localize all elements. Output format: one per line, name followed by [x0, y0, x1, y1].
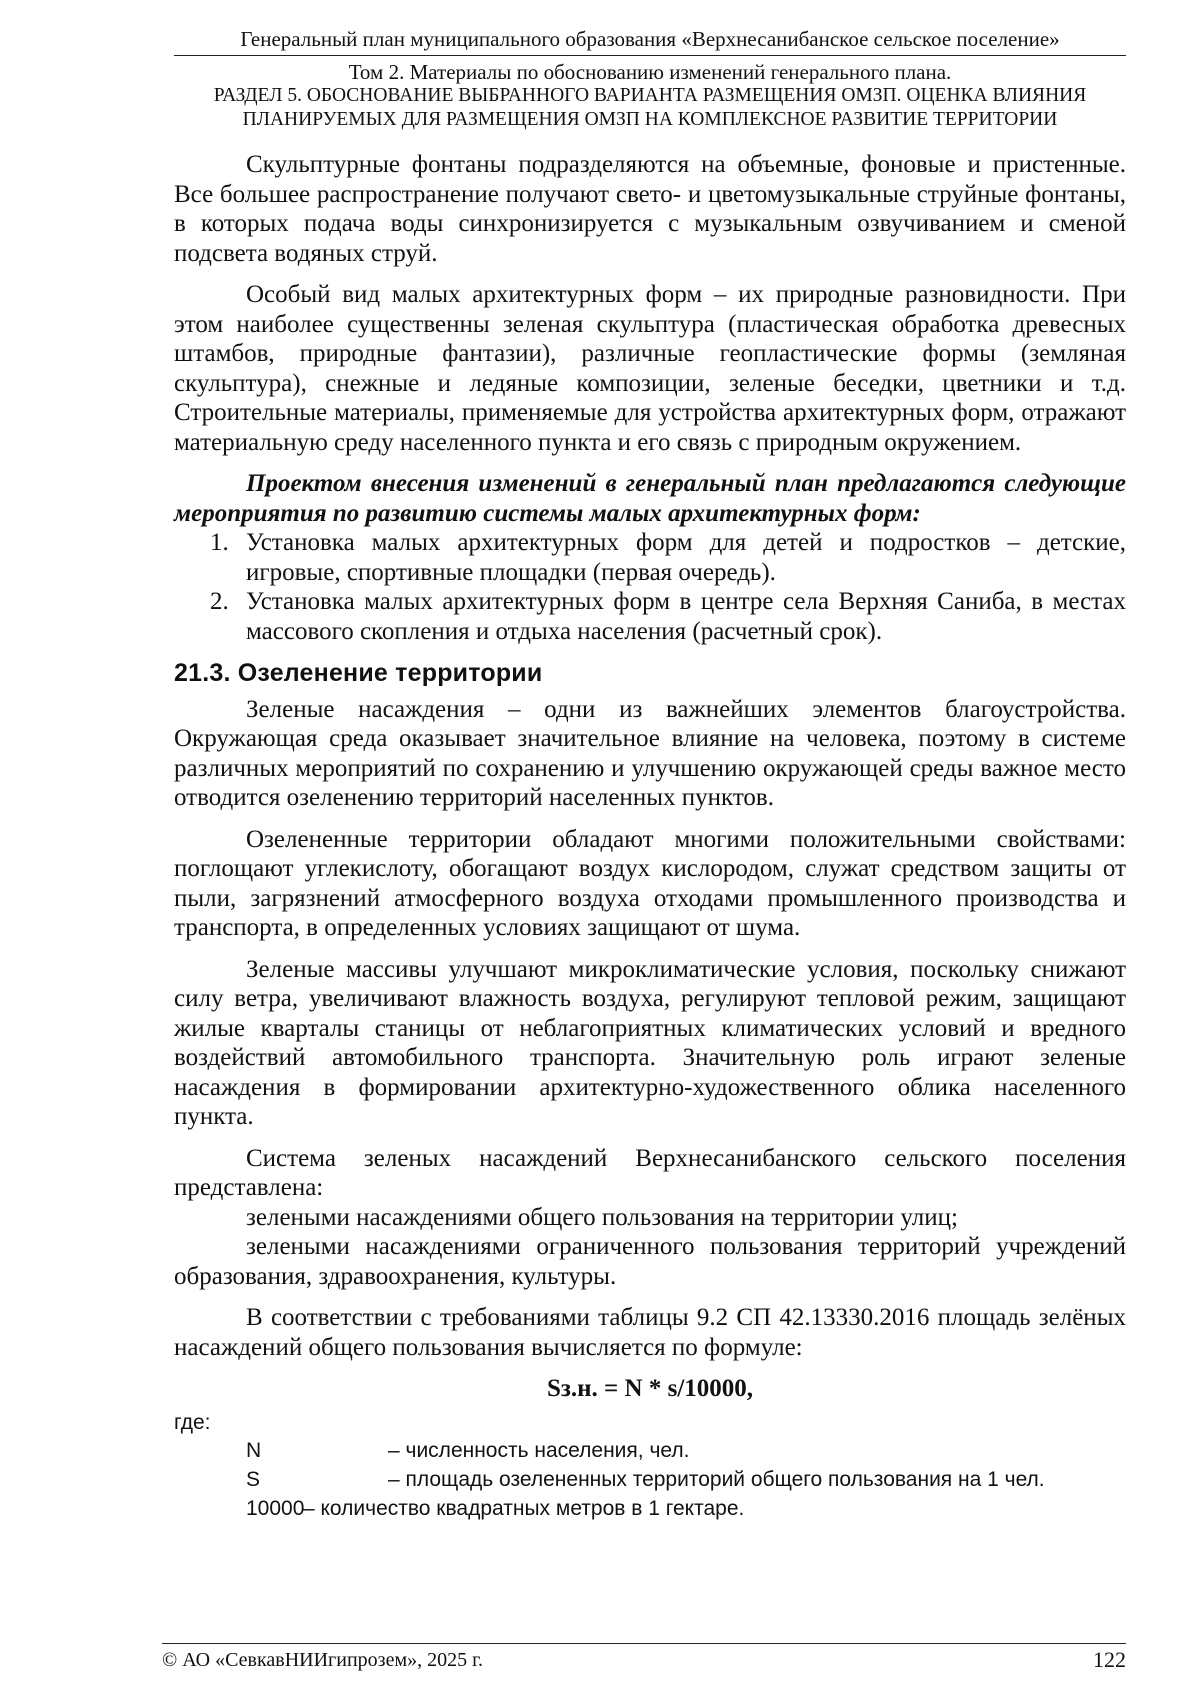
list-item-number: 2. [210, 588, 229, 615]
formula-definition-row [174, 1494, 1126, 1523]
formula: Sз.н. = N * s/10000, [546, 1375, 754, 1402]
paragraph-green-properties: Озелененные территории обладают многими положительными свойствами: поглощают углекислоту, обогащают воздух кислородом, служат средством защиты от пыли, загрязнений атмосферного воздуха отходами промышленного производства и транспорта, в определенных условиях защищают от шума. [174, 825, 1126, 941]
header-volume: Том 2. Материалы по обоснованию изменений генерального плана. [348, 60, 952, 84]
definition-description: – количество квадратных метров в 1 гектаре. [303, 1496, 745, 1520]
list-item-number: 1. [210, 529, 229, 556]
page-number: 122 [1093, 1647, 1126, 1672]
section-heading: 21.3. Озеленение территории [174, 659, 543, 687]
paragraph-proposal: Проектом внесения изменений в генеральный план предлагаются следующие мероприятия по развитию системы малых архитектурных форм: [174, 470, 1126, 527]
definition-symbol: S [246, 1467, 261, 1491]
definition-symbol: 10000 [246, 1496, 305, 1520]
paragraph-natural-forms: Особый вид малых архитектурных форм – их природные разновидности. При этом наиболее существенны зеленая скульптура (пластическая обработка древесных штамбов, природные фантазии), различные геопластические формы (земляная скульптура), снежные и ледяные композиции, зеленые беседки, цветники и т.д. Строительные материалы, применяемые для устройства архитектурных форм, отражают материальную среду населенного пункта и его связь с природным окружением. [174, 281, 1126, 456]
page-footer [162, 1643, 1126, 1672]
formula-definition-row [174, 1436, 1126, 1465]
paragraph-green-system-item-1: зелеными насаждениями общего пользования на территории улиц; [246, 1203, 958, 1231]
list-item-text: Установка малых архитектурных форм в центре села Верхняя Саниба, в местах массового скопления и отдыха населения (расчетный срок). [246, 588, 1126, 645]
header-title: Генеральный план муниципального образования «Верхнесанибанское сельское поселение» [174, 26, 1126, 56]
list-item [174, 528, 1126, 587]
paragraph-green-system: Система зеленых насаждений Верхнесанибанского сельского поселения представлена: [174, 1144, 1126, 1201]
page-header [174, 26, 1126, 132]
definition-description: – площадь озелененных территорий общего пользования на 1 чел. [388, 1467, 1045, 1491]
measures-list [174, 528, 1126, 646]
paragraph-green-system-item-2: зелеными насаждениями ограниченного пользования территорий учреждений образования, здравоохранения, культуры. [174, 1233, 1126, 1290]
header-section-line-2: ПЛАНИРУЕМЫХ ДЛЯ РАЗМЕЩЕНИЯ ОМЗП НА КОМПЛЕКСНОЕ РАЗВИТИЕ ТЕРРИТОРИИ [242, 109, 1058, 130]
formula-definition-row [174, 1465, 1126, 1494]
paragraph-fountains: Скульптурные фонтаны подразделяются на объемные, фоновые и пристенные. Все большее распространение получают свето- и цветомузыкальные струйные фонтаны, в которых подача воды синхронизируется с музыкальным озвучиванием и сменой подсвета водяных струй. [174, 151, 1126, 267]
paragraph-green-plantings: Зеленые насаждения – одни из важнейших элементов благоустройства. Окружающая среда оказывает значительное влияние на человека, поэтому в системе различных мероприятий по сохранению и улучшению окружающей среды важное место отводится озеленению территорий населенных пунктов. [174, 695, 1126, 811]
formula-where-label: где: [174, 1410, 211, 1434]
page-content [174, 150, 1126, 1523]
footer-copyright: © АО «СевкавНИИгипрозем», 2025 г. [162, 1649, 484, 1671]
list-item [174, 587, 1126, 646]
paragraph-formula-intro: В соответствии с требованиями таблицы 9.2 СП 42.13330.2016 площадь зелёных насаждений общего пользования вычисляется по формуле: [174, 1304, 1126, 1361]
definition-description: – численность населения, чел. [388, 1438, 690, 1462]
paragraph-green-massifs: Зеленые массивы улучшают микроклиматические условия, поскольку снижают силу ветра, увеличивают влажность воздуха, регулируют тепловой режим, защищают жилые кварталы станицы от неблагоприятных климатических условий и вредного воздействий автомобильного транспорта. Значительную роль играют зеленые насаждения в формировании архитектурно-художественного облика населенного пункта. [174, 955, 1126, 1130]
definition-symbol: N [246, 1438, 262, 1462]
list-item-text: Установка малых архитектурных форм для детей и подростков – детские, игровые, спортивные площадки (первая очередь). [246, 529, 1126, 586]
header-section-line-1: РАЗДЕЛ 5. ОБОСНОВАНИЕ ВЫБРАННОГО ВАРИАНТА РАЗМЕЩЕНИЯ ОМЗП. ОЦЕНКА ВЛИЯНИЯ [213, 85, 1087, 106]
